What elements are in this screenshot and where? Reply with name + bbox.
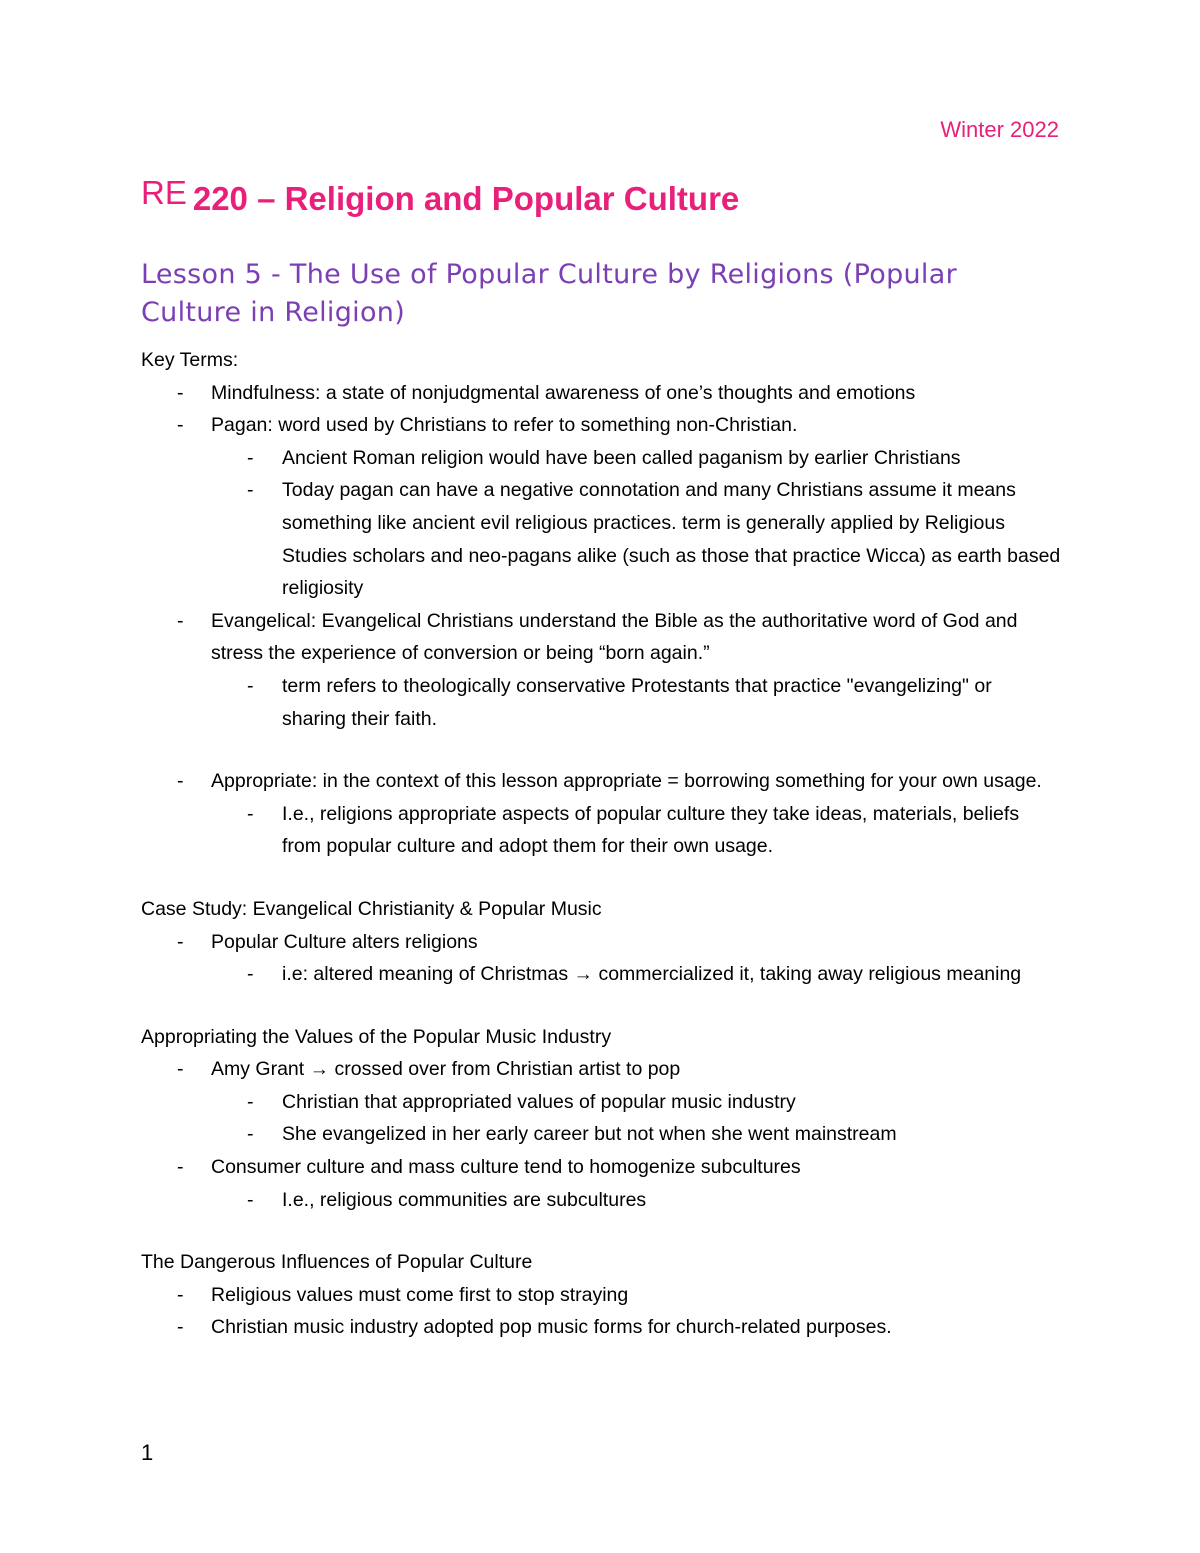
case-study-list: [141, 926, 1061, 991]
appropriating-list: [141, 1053, 1061, 1216]
list-item: [141, 474, 1061, 604]
bullet-dash: -: [177, 1156, 184, 1179]
term-pagan: Pagan: word used by Christians to refer to something non-Christian.: [211, 414, 798, 437]
bullet-dash: -: [247, 674, 254, 697]
bullet-dash: -: [177, 1316, 184, 1339]
bullet-dash: -: [177, 1283, 184, 1306]
list-item-text: Religious values must come first to stop straying: [211, 1283, 629, 1306]
term-mindfulness: Mindfulness: a state of nonjudgmental awareness of one’s thoughts and emotions: [211, 381, 916, 404]
list-item: [141, 605, 1061, 670]
list-item: [141, 798, 1061, 863]
dangerous-list: [141, 1279, 1061, 1344]
evangelical-detail: term refers to theologically conservative Protestants that practice "evangelizing" or sharing their faith.: [282, 674, 992, 730]
term-evangelical: Evangelical: Evangelical Christians understand the Bible as the authoritative word of God and stress the experience of conversion or being “born again.”: [211, 609, 1018, 665]
list-item-text: I.e., religious communities are subcultures: [282, 1188, 647, 1211]
list-item-text: Christian music industry adopted pop music forms for church-related purposes.: [211, 1316, 892, 1339]
key-terms-heading: Key Terms:: [141, 349, 239, 371]
course-code: RE: [141, 174, 187, 211]
bullet-dash: -: [177, 381, 184, 404]
bullet-dash: -: [247, 802, 254, 825]
list-item: [141, 926, 1061, 959]
bullet-dash: -: [177, 930, 184, 953]
list-item: [141, 1053, 1061, 1086]
bullet-dash: -: [247, 479, 254, 502]
page-number: 1: [141, 1440, 154, 1465]
appropriating-heading: Appropriating the Values of the Popular Music Industry: [141, 1025, 612, 1048]
list-item-text: Amy Grant → crossed over from Christian artist to pop: [211, 1058, 681, 1081]
course-title: [141, 174, 740, 218]
term-appropriate: Appropriate: in the context of this lesson appropriate = borrowing something for your own usage.: [211, 770, 1042, 793]
list-item-text: She evangelized in her early career but not when she went mainstream: [282, 1123, 897, 1146]
notes-body: [141, 344, 1061, 1344]
list-item: [141, 409, 1061, 442]
list-item: [141, 1184, 1061, 1217]
list-item-text: Christian that appropriated values of popular music industry: [282, 1090, 796, 1113]
list-item: [141, 670, 1061, 735]
list-item: [141, 1279, 1061, 1312]
list-item: [141, 1311, 1061, 1344]
list-item-text: Consumer culture and mass culture tend to homogenize subcultures: [211, 1156, 801, 1179]
list-item: [141, 958, 1061, 991]
key-terms-list: [141, 377, 1061, 736]
list-item: [141, 1151, 1061, 1184]
list-item-text: Popular Culture alters religions: [211, 930, 478, 953]
list-item-text: i.e: altered meaning of Christmas → commercialized it, taking away religious meaning: [282, 963, 1022, 986]
bullet-dash: -: [177, 609, 184, 632]
term-header: Winter 2022: [940, 117, 1059, 142]
case-study-heading: Case Study: Evangelical Christianity & Popular Music: [141, 897, 602, 920]
list-item: [141, 377, 1061, 410]
pagan-detail: Ancient Roman religion would have been called paganism by earlier Christians: [282, 446, 961, 469]
bullet-dash: -: [247, 1188, 254, 1211]
bullet-dash: -: [247, 1090, 254, 1113]
pagan-detail: Today pagan can have a negative connotation and many Christians assume it means something like ancient evil religious practices. term is generally applied by Religious Studies scholars and neo-pagans alike (such as those that practice Wicca) as earth based religiosity: [282, 479, 1061, 600]
list-item: [141, 765, 1061, 798]
course-name: 220 – Religion and Popular Culture: [192, 180, 740, 217]
bullet-dash: -: [177, 1058, 184, 1081]
lesson-title: Lesson 5 - The Use of Popular Culture by Religions (Popular Culture in Religion): [141, 259, 957, 328]
appropriate-detail: I.e., religions appropriate aspects of popular culture they take ideas, materials, beliefs from popular culture and adopt them for their own usage.: [282, 802, 1020, 858]
list-item: [141, 1118, 1061, 1151]
list-item: [141, 1086, 1061, 1119]
dangerous-heading: The Dangerous Influences of Popular Culture: [141, 1251, 533, 1274]
key-terms-list-2: [141, 765, 1061, 863]
bullet-dash: -: [247, 1123, 254, 1146]
bullet-dash: -: [247, 963, 254, 986]
list-item: [141, 442, 1061, 475]
bullet-dash: -: [177, 414, 184, 437]
bullet-dash: -: [247, 446, 254, 469]
bullet-dash: -: [177, 770, 184, 793]
